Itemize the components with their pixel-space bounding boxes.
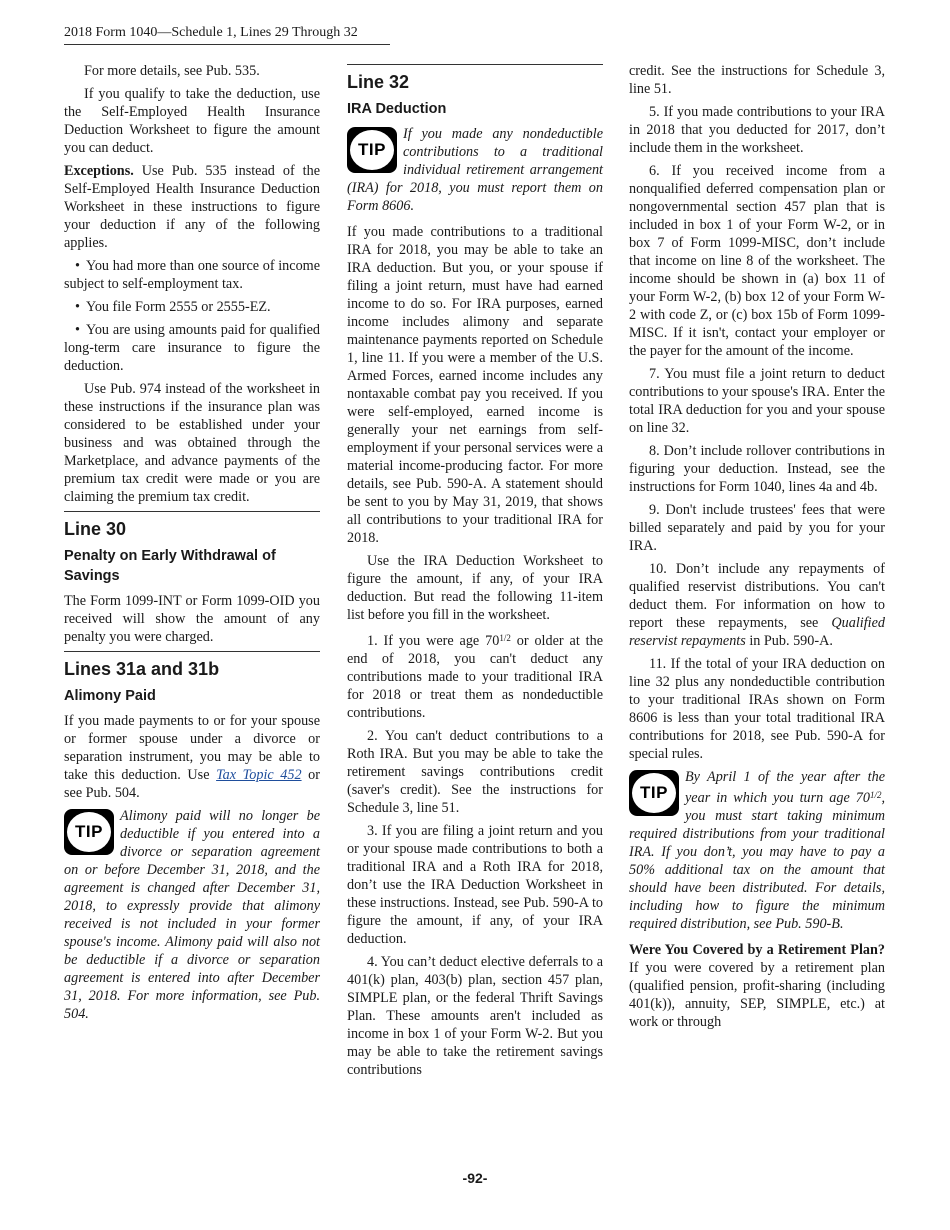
bullet-text: You are using amounts paid for qualified long-term care insurance to figure the deduction. (64, 322, 320, 374)
list-item: 4. You can’t deduct elective deferrals to a 401(k) plan, 403(b) plan, section 457 plan, SIMPLE plan, or the federal Thrift Savings Plan. These amounts aren't included as income in box 1 of your Form W-2. But you may be able to take the retirement savings contributions (347, 954, 603, 1078)
line31-subheading: Alimony Paid (64, 688, 156, 704)
text: If you were covered by a retirement plan (qualified pension, profit-sharing (including 401(k)), annuity, SEP, SIMPLE, etc.) at work or through (629, 960, 885, 1030)
text: or older at the end of 2018, you can't deduct any contributions made to your traditional IRA for 2018 or treat them as nondeductible contributions. (347, 633, 603, 721)
column-1 (64, 62, 320, 1031)
bullet-text: You file Form 2555 or 2555-EZ. (86, 299, 271, 315)
text: By April 1 of the year after the year in which you turn age 70 (685, 769, 885, 806)
tip-label: TIP (350, 130, 394, 170)
tip-text: If you made any nondeductible contributions to a traditional individual retirement arrangement (IRA) for 2018, you must report them on Form 8606. (347, 126, 603, 214)
column-2 (347, 62, 603, 1084)
tax-topic-452-link[interactable]: Tax Topic 452 (216, 767, 302, 783)
tip-box (64, 807, 320, 1023)
tip-label: TIP (67, 812, 111, 852)
exceptions-paragraph (64, 162, 320, 252)
section-divider (347, 64, 603, 65)
paragraph: The Form 1099-INT or Form 1099-OID you received will show the amount of any penalty you were charged. (64, 593, 320, 645)
line30-subheading: Penalty on Early Withdrawal of Savings (64, 548, 276, 584)
line30-heading: Line 30 (64, 519, 127, 539)
paragraph: credit. See the instructions for Schedule 3, line 51. (629, 63, 885, 97)
paragraph (64, 712, 320, 802)
paragraph: Use Pub. 974 instead of the worksheet in these instructions if the insurance plan was considered to be established under your business and was obtained through the Marketplace, and advance payments of the premium tax credit were made or you are claiming the premium tax credit. (64, 381, 320, 505)
list-item: 9. Don't include trustees' fees that were billed separately and paid by you for your IRA. (629, 502, 885, 554)
list-item: 5. If you made contributions to your IRA in 2018 that you deducted for 2017, don’t include them in the worksheet. (629, 104, 885, 156)
page-header: 2018 Form 1040—Schedule 1, Lines 29 Through 32 (64, 24, 390, 45)
text: 10. Don’t include any repayments of qualified reservist distributions. You can't deduct them. For information on how to report these repayments, see (629, 561, 885, 631)
paragraph: Use the IRA Deduction Worksheet to figure the amount, if any, of your IRA deduction. But read the following 11-item list before you fill in the worksheet. (347, 553, 603, 623)
list-item: 11. If the total of your IRA deduction on line 32 plus any nondeductible contribution to your traditional IRAs shown on Form 8606 is less than your total traditional IRA contributions for 2018, see Pub. 590-A for special rules. (629, 656, 885, 762)
tip-box (347, 125, 603, 215)
line31-heading: Lines 31a and 31b (64, 659, 220, 679)
line32-subheading: IRA Deduction (347, 101, 447, 117)
bullet-item (64, 321, 320, 375)
list-item (347, 629, 603, 722)
text: or see Pub. 504. (64, 767, 320, 801)
list-item: 2. You can't deduct contributions to a Roth IRA. But you may be able to take the retirement savings contributions credit (saver's credit). See the instructions for Schedule 3, line 51. (347, 728, 603, 816)
tip-text: Alimony paid will no longer be deductible if you entered into a divorce or separation agreement on or before December 31, 2018, and the agreement is changed after December 31, 2018, to expressly provide that alimony received is not included in your former spouse's income. Alimony paid will also not be deductible if a divorce or separation agreement is entered into after December 31, 2018. For more information, see Pub. 504. (64, 808, 320, 1022)
exceptions-text: Use Pub. 535 instead of the Self-Employed Health Insurance Deduction Worksheet in these instructions to figure your deduction if any of the following applies. (64, 163, 320, 251)
italic-text: Qualified reservist repayments (629, 615, 885, 649)
page-number: -92- (462, 1170, 488, 1186)
list-item: 3. If you are filing a joint return and you or your spouse made contributions to both a traditional IRA and a Roth IRA for 2018, don’t use the IRA Deduction Worksheet in these instructions. Instead, see Pub. 590-A to figure the amount, if any, of your IRA deduction. (347, 823, 603, 947)
tip-icon (64, 809, 114, 855)
tip-icon (347, 127, 397, 173)
fraction: 1/2 (869, 790, 882, 800)
bullet-icon: • (75, 258, 80, 274)
text: If you made payments to or for your spouse or former spouse under a divorce or separation instrument, you may be able to take this deduction. Use (64, 713, 320, 783)
covered-label: Were You Covered by a Retirement Plan? (629, 942, 885, 958)
paragraph: For more details, see Pub. 535. (84, 63, 260, 79)
list-item: 6. If you received income from a nonqualified deferred compensation plan or nongovernmental section 457 plan that is included in box 1 of your Form W-2, or in box 7 of Form 1099-MISC, don’t include that income on line 8 of the worksheet. The income should be shown in (a) box 11 of your Form W-2, (b) box 12 of your Form W-2 with code Z, or (c) box 15b of Form 1099-MISC. If it isn't, contact your employer or the payer for the amount of the income. (629, 163, 885, 359)
bullet-text: You had more than one source of income subject to self-employment tax. (64, 258, 320, 292)
tip-label: TIP (632, 773, 676, 813)
bullet-icon: • (75, 322, 80, 338)
list-item: 7. You must file a joint return to deduct contributions to your spouse's IRA. Enter the total IRA deduction for you and your spouse on line 32. (629, 366, 885, 436)
text: in Pub. 590-A. (745, 633, 833, 649)
exceptions-label: Exceptions. (64, 163, 134, 179)
line32-heading: Line 32 (347, 72, 410, 92)
section-divider (64, 511, 320, 512)
bullet-icon: • (75, 299, 80, 315)
tip-icon (629, 770, 679, 816)
bullet-item (64, 298, 320, 316)
text: , you must start taking minimum required distributions from your traditional IRA. If you don’t, you may have to pay a 50% additional tax on the amount that should have been distributed. For details, including how to figure the minimum required distribution, see Pub. 590-B. (629, 790, 885, 932)
list-item: 8. Don’t include rollover contributions in figuring your deduction. Instead, see the instructions for Form 1040, lines 4a and 4b. (629, 443, 885, 495)
column-3 (629, 62, 885, 1036)
bullet-item (64, 257, 320, 293)
covered-paragraph (629, 941, 885, 1031)
section-divider (64, 651, 320, 652)
list-item (629, 560, 885, 650)
text: 1. If you were age 70 (367, 633, 500, 649)
fraction: 1/2 (499, 633, 511, 643)
paragraph: If you qualify to take the deduction, use the Self-Employed Health Insurance Deduction Worksheet to figure the amount you can deduct. (64, 86, 320, 156)
tip-box (629, 768, 885, 933)
paragraph: If you made contributions to a traditional IRA for 2018, you may be able to take an IRA deduction. But you, or your spouse if filing a joint return, must have had earned income to do so. For IRA purposes, earned income includes alimony and separate maintenance payments reported on Schedule 1, line 11. If you were a member of the U.S. Armed Forces, earned income includes any nontaxable combat pay you received. If you were self-employed, earned income is generally your net earnings from self-employment if your personal services were a material income-producing factor. For more details, see Pub. 590-A. A statement should be sent to you by May 31, 2019, that shows all contributions to your traditional IRA for 2018. (347, 224, 603, 546)
